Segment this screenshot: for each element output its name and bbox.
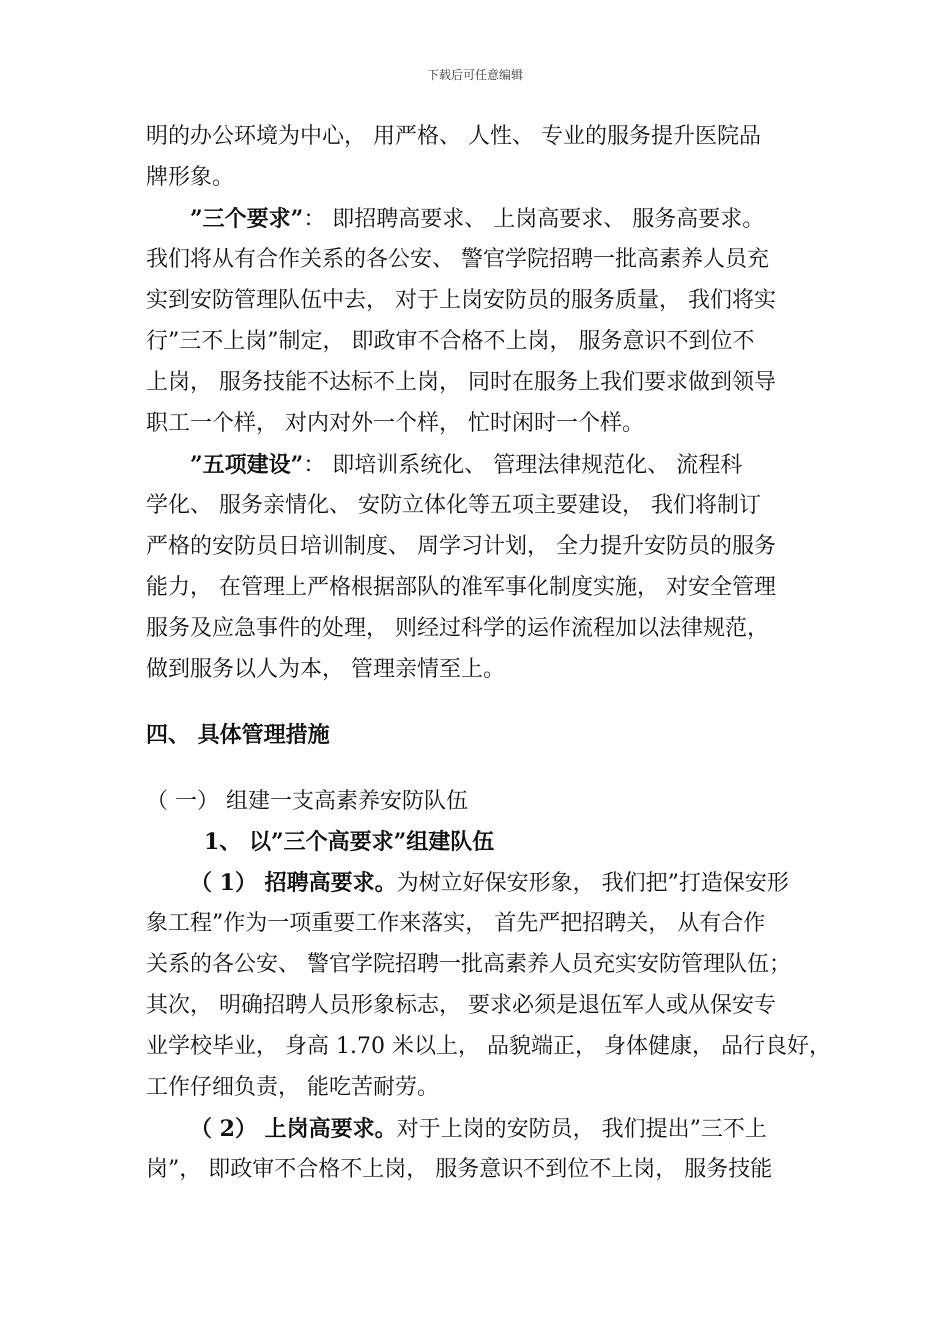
paragraph-line: 工作仔细负责， 能吃苦耐劳。	[146, 1075, 439, 1100]
paragraph-line: 职工一个样， 对内对外一个样， 忙时闲时一个样。	[146, 411, 644, 436]
emphasis-lead: （ 2） 上岗高要求。	[190, 1116, 397, 1142]
paragraph-line: 学化、 服务亲情化、 安防立体化等五项主要建设， 我们将制订	[146, 493, 761, 518]
paragraph-text: 为树立好保安形象， 我们把”打造保安形	[396, 871, 789, 896]
paragraph-first-line	[190, 1116, 870, 1143]
paragraph-line: 其次， 明确招聘人员形象标志， 要求必须是退伍军人或从保安专	[146, 993, 776, 1018]
paragraph-line: 象工程”作为一项重要工作来落实， 首先严把招聘关， 从有合作	[146, 911, 766, 936]
paragraph-line: 上岗， 服务技能不达标不上岗， 同时在服务上我们要求做到领导	[146, 370, 776, 395]
emphasis-lead: ”五项建设”	[190, 452, 304, 478]
item-heading: 1、 以”三个高要求”组建队伍	[204, 829, 495, 855]
paragraph-first-line	[190, 870, 870, 897]
page-header: 下载后可任意编辑	[426, 68, 523, 82]
paragraph-text: ： 即培训系统化、 管理法律规范化、 流程科	[303, 453, 743, 478]
paragraph-line: 业学校毕业， 身高 1.70 米以上， 品貌端正， 身体健康， 品行良好，	[146, 1034, 831, 1059]
paragraph-line: 做到服务以人为本， 管理亲情至上。	[146, 657, 505, 682]
paragraph-line: 明的办公环境为中心， 用严格、 人性、 专业的服务提升医院品	[146, 124, 761, 149]
paragraph-line: 牌形象。	[146, 165, 235, 190]
section-heading: 四、 具体管理措施	[146, 723, 330, 748]
paragraph-line: 严格的安防员日培训制度、 周学习计划， 全力提升安防员的服务	[146, 534, 776, 559]
subsection-heading: （ 一） 组建一支高素养安防队伍	[146, 789, 468, 814]
paragraph-line: 行”三不上岗”制定， 即政审不合格不上岗， 服务意识不到位不	[146, 329, 755, 354]
paragraph-line: 能力， 在管理上严格根据部队的准军事化制度实施， 对安全管理	[146, 575, 776, 600]
paragraph-text: ： 即招聘高要求、 上岗高要求、 服务高要求。	[303, 207, 765, 232]
paragraph-line: 实到安防管理队伍中去， 对于上岗安防员的服务质量， 我们将实	[146, 288, 776, 313]
paragraph-line: 岗”， 即政审不合格不上岗， 服务意识不到位不上岗， 服务技能	[146, 1157, 773, 1182]
paragraph-text: 对于上岗的安防员， 我们提出”三不上	[396, 1117, 767, 1142]
paragraph-line: 关系的各公安、 警官学院招聘一批高素养人员充实安防管理队伍；	[146, 952, 791, 977]
emphasis-lead: ”三个要求”	[190, 206, 304, 232]
paragraph-first-line	[190, 206, 870, 233]
emphasis-lead: （ 1） 招聘高要求。	[190, 870, 397, 896]
paragraph-line: 服务及应急事件的处理， 则经过科学的运作流程加以法律规范，	[146, 616, 769, 641]
paragraph-line: 我们将从有合作关系的各公安、 警官学院招聘一批高素养人员充	[146, 247, 769, 272]
paragraph-first-line	[190, 452, 870, 479]
